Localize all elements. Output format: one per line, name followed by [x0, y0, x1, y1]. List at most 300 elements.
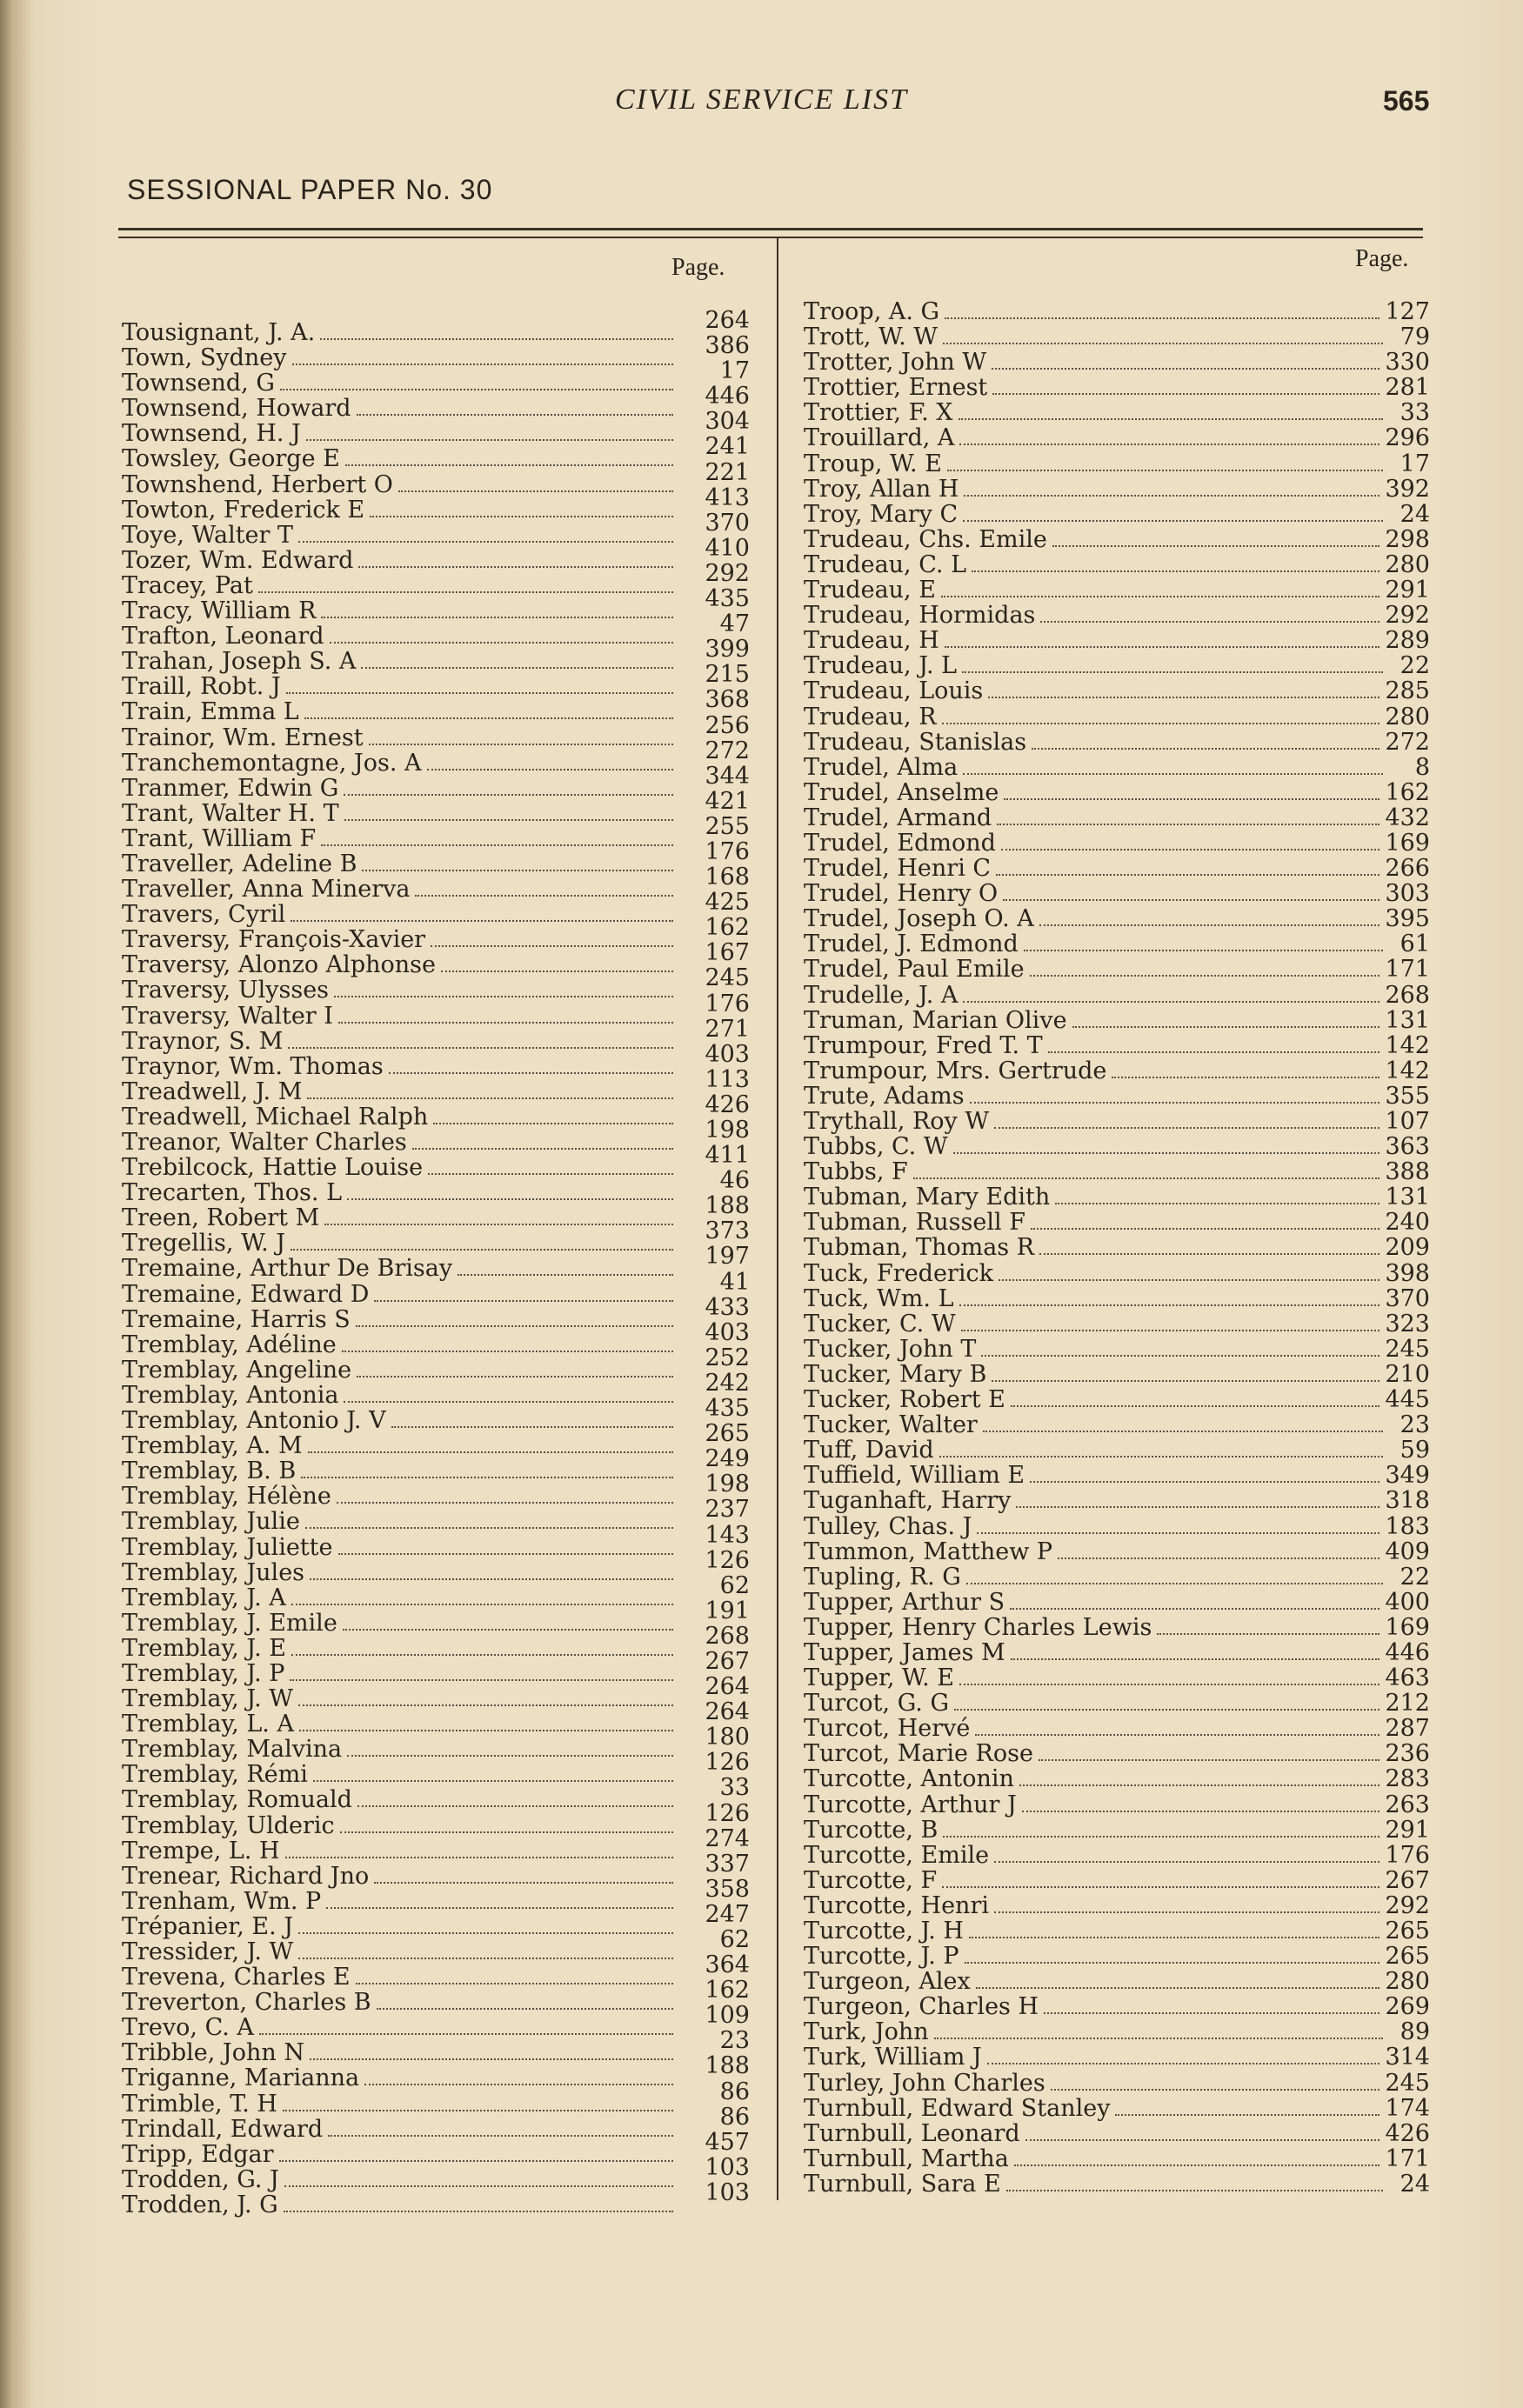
- list-item: [122, 1914, 678, 1939]
- dot-leader: [977, 1515, 1379, 1534]
- list-item: [122, 396, 678, 421]
- entry-name: Trudeau, C. L: [804, 551, 967, 578]
- entry-name: Treanor, Walter Charles: [122, 1130, 407, 1156]
- list-item: [804, 1994, 1430, 2019]
- entry-name: Turcotte, Henri: [804, 1892, 989, 1918]
- list-item: [804, 552, 1430, 577]
- dot-leader: [358, 549, 673, 568]
- list-item: [804, 1944, 1430, 1969]
- entry-page: 221: [705, 458, 750, 486]
- entry-name: Tupper, Henry Charles Lewis: [804, 1614, 1152, 1640]
- list-item: [804, 577, 1430, 603]
- dot-leader: [362, 852, 673, 871]
- entry-name: Tremblay, Antonio J. V: [122, 1408, 386, 1434]
- entry-name: Townshend, Herbert O: [122, 471, 393, 497]
- list-item: [122, 801, 678, 826]
- entry-name: Trudeau, Hormidas: [804, 603, 1036, 629]
- entry-name: Trott, W. W: [804, 324, 938, 350]
- entry-page: 176: [705, 837, 750, 865]
- list-item: [804, 1893, 1430, 1918]
- list-item: [804, 477, 1430, 502]
- list-item: [804, 628, 1430, 653]
- dot-leader: [959, 426, 1379, 445]
- list-item: [122, 1509, 678, 1534]
- entry-name: Trudeau, Louis: [804, 678, 984, 704]
- entry-name: Trudel, Paul Emile: [804, 957, 1025, 983]
- entry-page: 392: [1385, 476, 1430, 502]
- dot-leader: [959, 1287, 1380, 1306]
- entry-name: Tummon, Matthew P: [804, 1538, 1053, 1564]
- entry-page: 126: [705, 1799, 750, 1827]
- entry-name: Turcot, Marie Rose: [804, 1741, 1033, 1767]
- entry-page: 398: [1385, 1260, 1430, 1286]
- dot-leader: [972, 553, 1379, 572]
- entry-page: 176: [705, 990, 750, 1017]
- list-item: [122, 927, 678, 952]
- entry-page: 399: [705, 636, 750, 664]
- entry-page: 426: [1385, 2120, 1430, 2146]
- entry-name: Tremblay, J. A: [122, 1584, 286, 1611]
- dot-leader: [939, 1438, 1383, 1457]
- entry-page: 265: [1385, 1944, 1430, 1970]
- entry-page: 176: [1385, 1842, 1430, 1868]
- list-item: [804, 2121, 1430, 2146]
- entry-page: 62: [719, 1571, 750, 1599]
- dot-leader: [913, 1160, 1380, 1179]
- entry-page: 127: [1385, 299, 1430, 325]
- entry-page: 370: [1385, 1285, 1430, 1311]
- entry-name: Trempe, L. H: [122, 1838, 280, 1864]
- list-item: [122, 1889, 678, 1914]
- dot-leader: [992, 376, 1379, 395]
- entry-page: 445: [1385, 1387, 1430, 1413]
- dot-leader: [389, 1055, 673, 1074]
- entry-page: 245: [705, 964, 750, 992]
- dot-leader: [981, 1337, 1379, 1357]
- entry-name: Turk, William J: [804, 2044, 982, 2071]
- entry-page: 287: [1385, 1716, 1430, 1742]
- entry-name: Tranchemontagne, Jos. A: [122, 750, 422, 776]
- entry-name: Tousignant, J. A.: [122, 320, 316, 346]
- dot-leader: [1032, 730, 1379, 750]
- entry-name: Troop, A. G: [804, 299, 940, 325]
- list-item: [122, 1332, 678, 1357]
- entry-name: Tremblay, Malvina: [122, 1737, 343, 1763]
- entry-name: Traynor, Wm. Thomas: [122, 1053, 384, 1079]
- entry-page: 265: [705, 1420, 750, 1448]
- dot-leader: [962, 654, 1383, 673]
- list-item: [122, 1484, 678, 1509]
- entry-name: Tuganhaft, Harry: [804, 1488, 1012, 1514]
- entry-page: 107: [1385, 1109, 1430, 1135]
- entry-name: Tremblay, Ulderic: [122, 1812, 335, 1838]
- entry-name: Trimble, T. H: [122, 2091, 277, 2117]
- dot-leader: [975, 1717, 1379, 1736]
- dot-leader: [374, 1283, 673, 1302]
- entry-page: 272: [705, 737, 750, 764]
- entry-page: 198: [705, 1117, 750, 1144]
- entry-name: Trotter, John W: [804, 350, 987, 376]
- list-item: [122, 320, 678, 345]
- entry-name: Trodden, J. G: [122, 2191, 278, 2218]
- entry-name: Trythall, Roy W: [804, 1109, 990, 1135]
- entry-page: 86: [719, 2103, 750, 2131]
- entry-page: 285: [1385, 678, 1430, 704]
- entry-page: 364: [705, 1951, 750, 1979]
- entry-page: 268: [705, 1622, 750, 1650]
- dot-leader: [987, 2045, 1380, 2064]
- list-item: [122, 2065, 678, 2091]
- dot-leader: [304, 700, 673, 719]
- entry-page: 61: [1399, 931, 1430, 957]
- list-item: [804, 1766, 1430, 1791]
- entry-name: Tubman, Thomas R: [804, 1235, 1035, 1261]
- entry-name: Trudeau, Chs. Emile: [804, 526, 1047, 552]
- entry-name: Traynor, S. M: [122, 1028, 284, 1054]
- dot-leader: [284, 2193, 673, 2212]
- dot-leader: [1001, 831, 1380, 850]
- entry-page: 215: [705, 661, 750, 689]
- dot-leader: [1039, 1236, 1379, 1255]
- list-item: [122, 1004, 678, 1029]
- list-item: [122, 1838, 678, 1864]
- list-item: [122, 1054, 678, 1079]
- entry-name: Tulley, Chas. J: [804, 1513, 972, 1539]
- entry-name: Trudel, Henry O: [804, 881, 999, 907]
- entry-name: Toye, Walter T: [122, 522, 294, 548]
- dot-leader: [994, 1110, 1379, 1129]
- entry-name: Towton, Frederick E: [122, 497, 365, 523]
- dot-leader: [340, 1814, 673, 1833]
- entry-page: 370: [705, 509, 750, 537]
- entry-page: 266: [1385, 856, 1430, 882]
- entry-name: Tremblay, Angeline: [122, 1357, 352, 1383]
- entry-name: Trudelle, J. A: [804, 982, 959, 1008]
- entry-page: 292: [705, 559, 750, 587]
- list-item: [804, 2071, 1430, 2096]
- entry-page: 169: [1385, 1614, 1430, 1640]
- entry-name: Tressider, J. W: [122, 1939, 294, 1965]
- entry-page: 403: [705, 1040, 750, 1068]
- list-item: [804, 1843, 1430, 1868]
- entry-name: Trahan, Joseph S. A: [122, 649, 357, 675]
- entry-page: 409: [1385, 1538, 1430, 1564]
- list-item: [804, 881, 1430, 906]
- entry-page: 283: [1385, 1766, 1430, 1792]
- dot-leader: [1058, 1540, 1379, 1559]
- entry-page: 292: [1385, 603, 1430, 629]
- list-item: [804, 451, 1430, 477]
- list-item: [804, 1235, 1430, 1260]
- dot-leader: [258, 574, 673, 593]
- list-item: [122, 851, 678, 877]
- list-item: [804, 1033, 1430, 1058]
- entry-page: 280: [1385, 551, 1430, 578]
- dot-leader: [356, 1308, 673, 1327]
- dot-leader: [1025, 2122, 1380, 2141]
- dot-leader: [953, 1135, 1380, 1154]
- entry-page: 22: [1399, 1564, 1430, 1590]
- entry-page: 358: [705, 1875, 750, 1903]
- entry-name: Trudel, Armand: [804, 804, 992, 830]
- list-item: [122, 1130, 678, 1155]
- entry-page: 62: [719, 1926, 750, 1953]
- entry-page: 425: [705, 889, 750, 917]
- entry-name: Traill, Robt. J: [122, 674, 281, 700]
- entry-page: 33: [1399, 400, 1430, 426]
- entry-name: Trafton, Leonard: [122, 624, 324, 650]
- entry-name: Trudeau, J. L: [804, 653, 958, 679]
- dot-leader: [441, 953, 673, 972]
- dot-leader: [427, 751, 673, 770]
- entry-name: Turcot, G. G: [804, 1691, 950, 1717]
- entry-page: 291: [1385, 577, 1430, 604]
- entry-name: Trevo, C. A: [122, 2015, 254, 2041]
- list-item: [122, 1205, 678, 1231]
- list-item: [804, 2044, 1430, 2070]
- entry-page: 47: [719, 610, 750, 638]
- running-title: CIVIL SERVICE LIST: [615, 83, 908, 116]
- dot-leader: [391, 1409, 673, 1428]
- dot-leader: [343, 1611, 673, 1631]
- entry-page: 171: [1385, 957, 1430, 983]
- dot-leader: [292, 346, 674, 365]
- entry-page: 264: [705, 1673, 750, 1701]
- entry-name: Trumpour, Mrs. Gertrude: [804, 1057, 1107, 1084]
- list-item: [804, 1008, 1430, 1033]
- list-item: [122, 1737, 678, 1762]
- entry-name: Trépanier, E. J: [122, 1913, 294, 1939]
- list-item: [122, 1231, 678, 1256]
- entry-name: Tucker, Mary B: [804, 1361, 987, 1388]
- list-item: [122, 826, 678, 851]
- list-item: [804, 1969, 1430, 1994]
- list-item: [804, 1463, 1430, 1488]
- entry-page: 268: [1385, 982, 1430, 1008]
- entry-page: 314: [1385, 2044, 1430, 2071]
- dot-leader: [310, 2041, 673, 2060]
- list-item: [122, 2192, 678, 2218]
- entry-page: 463: [1385, 1665, 1430, 1691]
- entry-page: 403: [705, 1318, 750, 1346]
- entry-page: 113: [705, 1065, 750, 1093]
- entry-page: 410: [705, 534, 750, 562]
- dot-leader: [969, 1919, 1379, 1938]
- list-item: [122, 1256, 678, 1281]
- dot-leader: [994, 1844, 1379, 1863]
- dot-leader: [291, 1637, 673, 1656]
- dot-leader: [943, 325, 1383, 344]
- entry-page: 304: [705, 408, 750, 436]
- dot-leader: [1039, 907, 1380, 926]
- entry-page: 274: [705, 1824, 750, 1852]
- dot-leader: [298, 1915, 673, 1934]
- entry-page: 197: [705, 1243, 750, 1271]
- dot-leader: [945, 300, 1379, 319]
- entry-name: Troy, Allan H: [804, 476, 959, 502]
- entry-page: 446: [1385, 1639, 1430, 1666]
- entry-name: Turnbull, Leonard: [804, 2120, 1020, 2146]
- list-item: [804, 2146, 1430, 2171]
- entry-page: 280: [1385, 1969, 1430, 1995]
- dot-leader: [1044, 1995, 1379, 2014]
- entry-page: 142: [1385, 1032, 1430, 1058]
- entry-page: 265: [1385, 1918, 1430, 1944]
- dot-leader: [284, 2168, 673, 2187]
- list-item: [804, 957, 1430, 982]
- entry-page: 180: [705, 1724, 750, 1751]
- dot-leader: [964, 477, 1379, 497]
- entry-page: 17: [1399, 450, 1430, 477]
- list-item: [122, 1282, 678, 1307]
- entry-name: Turcotte, Antonin: [804, 1766, 1014, 1792]
- entry-name: Tubbs, F: [804, 1159, 908, 1185]
- entry-name: Turcot, Hervé: [804, 1716, 971, 1742]
- entry-page: 296: [1385, 425, 1430, 451]
- list-item: [804, 1691, 1430, 1716]
- dot-leader: [291, 1231, 673, 1251]
- entry-name: Tucker, Walter: [804, 1412, 978, 1438]
- entry-page: 126: [705, 1546, 750, 1574]
- dot-leader: [321, 827, 673, 846]
- list-item: [122, 1029, 678, 1054]
- dot-leader: [298, 1687, 673, 1706]
- entry-page: 263: [1385, 1791, 1430, 1818]
- dot-leader: [321, 599, 673, 618]
- list-item: [804, 678, 1430, 704]
- entry-page: 245: [1385, 1336, 1430, 1362]
- list-item: [804, 780, 1430, 805]
- list-item: [804, 730, 1430, 755]
- entry-name: Townsend, H. J: [122, 421, 301, 447]
- entry-name: Tremblay, J. E: [122, 1635, 286, 1661]
- entry-name: Trodden, G. J: [122, 2166, 279, 2192]
- list-item: [804, 299, 1430, 324]
- list-item: [804, 1665, 1430, 1691]
- entry-name: Trecarten, Thos. L: [122, 1180, 343, 1206]
- list-item: [804, 906, 1430, 931]
- list-item: [122, 1585, 678, 1611]
- entry-name: Turcotte, J. H: [804, 1918, 964, 1944]
- dot-leader: [415, 877, 673, 897]
- entry-name: Trenham, Wm. P: [122, 1888, 322, 1914]
- entry-name: Treadwell, Michael Ralph: [122, 1104, 429, 1130]
- entry-name: Tribble, John N: [122, 2040, 304, 2066]
- list-item: [804, 1134, 1430, 1159]
- dot-leader: [970, 1084, 1380, 1104]
- list-item: [122, 421, 678, 446]
- entry-page: 355: [1385, 1083, 1430, 1109]
- list-item: [804, 1311, 1430, 1337]
- dot-leader: [344, 1384, 673, 1403]
- dot-leader: [1157, 1616, 1379, 1635]
- entry-page: 209: [1385, 1235, 1430, 1261]
- entry-name: Trudel, Henri C: [804, 856, 992, 882]
- entry-name: Tremblay, Juliette: [122, 1534, 333, 1560]
- entry-page: 245: [1385, 2070, 1430, 2096]
- entry-page: 337: [705, 1850, 750, 1878]
- dot-leader: [1004, 781, 1379, 800]
- list-item: [804, 1362, 1430, 1387]
- entry-page: 8: [1414, 754, 1430, 780]
- entry-page: 318: [1385, 1488, 1430, 1514]
- entry-name: Tremblay, J. Emile: [122, 1610, 337, 1636]
- entry-name: Trant, William F: [122, 825, 317, 851]
- dot-leader: [308, 1434, 673, 1453]
- list-item: [122, 902, 678, 927]
- entry-name: Tremblay, L. A: [122, 1711, 294, 1738]
- list-item: [804, 1109, 1430, 1134]
- dot-leader: [959, 401, 1383, 420]
- list-item: [122, 1939, 678, 1964]
- entry-page: 24: [1399, 501, 1430, 527]
- dot-leader: [1115, 2097, 1379, 2116]
- list-item: [122, 2117, 678, 2142]
- list-item: [804, 805, 1430, 830]
- dot-leader: [344, 777, 673, 796]
- entry-name: Tuck, Wm. L: [804, 1285, 954, 1311]
- list-item: [804, 2171, 1430, 2197]
- dot-leader: [338, 1004, 673, 1024]
- entry-page: 126: [705, 1749, 750, 1777]
- entry-name: Troy, Mary C: [804, 501, 959, 527]
- dot-leader: [259, 2016, 673, 2035]
- entry-page: 23: [719, 2027, 750, 2055]
- entry-page: 272: [1385, 729, 1430, 755]
- dot-leader: [1048, 1034, 1380, 1053]
- entry-name: Trudeau, E: [804, 577, 936, 604]
- dot-leader: [1112, 1059, 1379, 1078]
- entry-page: 252: [705, 1344, 750, 1371]
- entry-page: 168: [705, 864, 750, 891]
- entry-name: Tremaine, Harris S: [122, 1306, 351, 1332]
- entry-name: Truman, Marian Olive: [804, 1007, 1067, 1033]
- entry-name: Townsend, G: [122, 370, 275, 397]
- entry-name: Turcotte, Emile: [804, 1842, 990, 1868]
- dot-leader: [1040, 604, 1379, 623]
- dot-leader: [338, 1536, 674, 1555]
- list-item: [122, 725, 678, 750]
- entry-page: 267: [705, 1647, 750, 1675]
- dot-leader: [357, 397, 673, 416]
- list-item: [122, 952, 678, 977]
- list-item: [804, 1564, 1430, 1590]
- dot-leader: [398, 473, 673, 492]
- list-item: [122, 1864, 678, 1889]
- entry-name: Tremblay, Hélène: [122, 1484, 331, 1510]
- list-item: [122, 2091, 678, 2117]
- right-page-label: Page.: [1355, 245, 1409, 272]
- entry-name: Tripp, Edgar: [122, 2141, 274, 2167]
- entry-page: 169: [1385, 830, 1430, 857]
- entry-name: Tubbs, C. W: [804, 1134, 948, 1160]
- dot-leader: [374, 1864, 673, 1884]
- dot-leader: [994, 1894, 1379, 1913]
- entry-page: 432: [1385, 804, 1430, 830]
- entry-page: 103: [705, 2178, 750, 2206]
- dot-leader: [1051, 2071, 1380, 2091]
- list-item: [122, 370, 678, 396]
- list-item: [122, 1611, 678, 1636]
- entry-page: 86: [719, 2078, 750, 2105]
- entry-page: 400: [1385, 1589, 1430, 1615]
- dot-leader: [328, 2118, 673, 2137]
- dot-leader: [310, 1561, 673, 1580]
- entry-page: 41: [719, 1268, 750, 1296]
- list-item: [122, 674, 678, 699]
- entry-page: 269: [1385, 1994, 1430, 2020]
- list-item: [122, 1383, 678, 1408]
